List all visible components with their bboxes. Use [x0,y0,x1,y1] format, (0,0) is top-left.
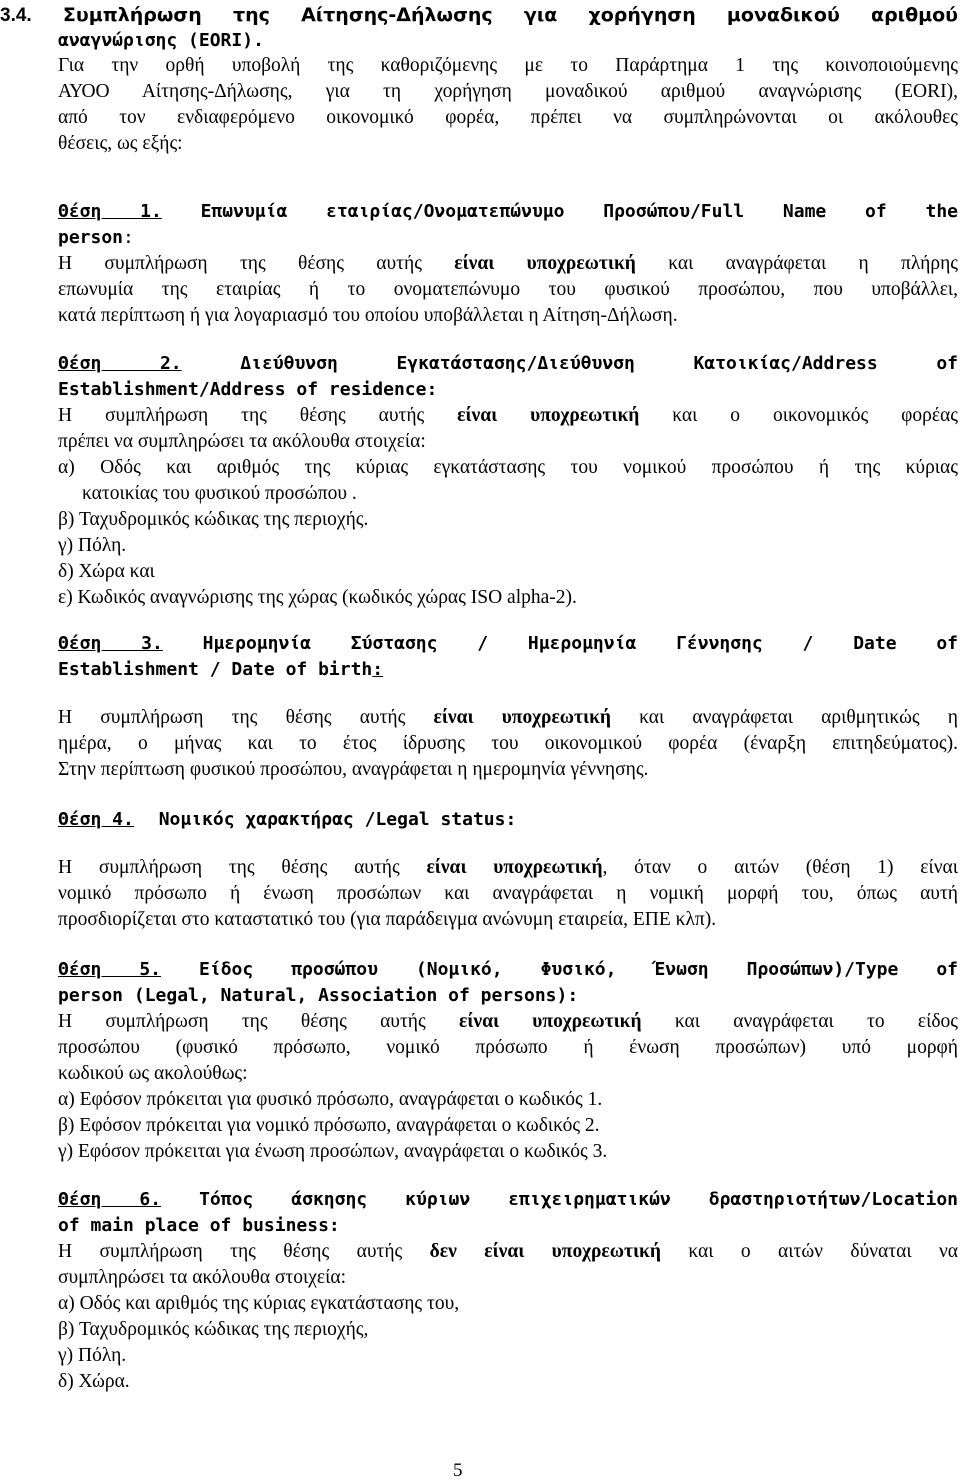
heading-line2: αναγνώρισης (EORI). [58,30,264,51]
heading-line1: Συμπλήρωση της Αίτησης-Δήλωσης για χορήγηση μοναδικού αριθμού [62,4,958,26]
section-4-body: νομικό πρόσωπο ή ένωση προσώπων και αναγράφεται η νομική μορφή του, όπως αυτή [58,883,958,904]
list-item: α) Οδός και αριθμός της κύριας εγκατάστασης του, [58,1293,460,1314]
list-item: ε) Κωδικός αναγνώρισης της χώρας (κωδικός χώρας ISO alpha-2). [58,587,577,608]
body-text: Η συμπλήρωση της θέσης αυτής [58,857,427,878]
section-4-body: προσδιορίζεται στο καταστατικό του (για παράδειγμα ανώνυμη εταιρεία, ΕΠΕ κλπ). [58,909,717,930]
list-item: δ) Χώρα. [58,1371,130,1392]
list-item: α) Οδός και αριθμός της κύριας εγκατάστασης του νομικού προσώπου ή της κύριας [58,457,958,478]
list-item: β) Ταχυδρομικός κώδικας της περιοχής, [58,1319,369,1340]
section-6-title-line2: of main place of business: [58,1215,340,1236]
intro-line: από τον ενδιαφερόμενο οικονομικό φορέα, πρέπει να συμπληρώνονται οι ακόλουθες [58,107,958,128]
section-2-title-line1: Διεύθυνση Εγκατάστασης/Διεύθυνση Κατοικίας/Address of [240,353,959,374]
section-1-colon: : [123,227,134,248]
list-item: γ) Πόλη. [58,535,127,556]
list-item: γ) Εφόσον πρόκειται για ένωση προσώπων, αναγράφεται ο κωδικός 3. [58,1141,608,1162]
section-5-label: Θέση 5. [58,959,162,980]
section-4-body [58,855,958,881]
section-3-title-line2: Establishment / Date of birth [58,659,373,680]
section-6-body [58,1239,958,1265]
body-text: Η συμπλήρωση της θέσης αυτής [58,405,458,426]
section-3-colon: : [372,659,384,680]
section-4-title [58,807,958,833]
body-text: Η συμπλήρωση της θέσης αυτής [58,253,455,274]
section-1-body: κατά περίπτωση ή για λογαριασμό του οποίου υποβάλλεται η Αίτηση-Δήλωση. [58,305,678,326]
page-number: 5 [453,1460,463,1481]
intro-line: θέσεις, ως εξής: [58,133,183,154]
section-4-label: Θέση 4. [58,809,134,830]
section-6-label: Θέση 6. [58,1189,162,1210]
section-1-label: Θέση 1. [58,201,162,222]
section-2-label: Θέση 2. [58,353,182,374]
section-1-title-cont [58,225,958,251]
section-3-title-line1: Ημερομηνία Σύστασης / Ημερομηνία Γέννησης / Date of [202,633,959,654]
body-emphasis: είναι υποχρεωτική [454,253,636,274]
section-2-body [58,403,958,429]
body-text: Η συμπλήρωση της θέσης αυτής [58,707,434,728]
body-text: και αναγράφεται αριθμητικώς η [610,707,958,728]
section-1-title-line2: person [58,227,124,248]
section-3-title-cont [58,657,958,683]
list-item: κατοικίας του φυσικού προσώπου . [82,483,357,504]
section-2-body: πρέπει να συμπληρώσει τα ακόλουθα στοιχεία: [58,431,426,452]
body-emphasis: είναι υποχρεωτική [459,1011,642,1032]
section-heading [0,2,958,29]
body-text: και ο οικονομικός φορέας [639,405,958,426]
body-emphasis: δεν είναι υποχρεωτική [429,1241,661,1262]
body-text: και αναγράφεται η πλήρης [635,253,958,274]
heading-number: 3.4. [0,5,32,26]
list-item: β) Ταχυδρομικός κώδικας της περιοχής. [58,509,369,530]
section-5-title-line1: Είδος προσώπου (Νομικό, Φυσικό, Ένωση Προσώπων)/Type of [199,959,959,980]
intro-line: ΑΥΟΟ Αίτησης-Δήλωσης, για τη χορήγηση μοναδικού αριθμού αναγνώρισης (EORI), [58,81,958,102]
list-item: β) Εφόσον πρόκειται για νομικό πρόσωπο, αναγράφεται ο κωδικός 2. [58,1115,600,1136]
section-6-body: συμπληρώσει τα ακόλουθα στοιχεία: [58,1267,346,1288]
section-5-title [58,957,958,983]
section-1-title-line1: Επωνυμία εταιρίας/Ονοματεπώνυμο Προσώπου/Full Name of the [200,201,958,222]
section-3-body [58,705,958,731]
body-text: Η συμπλήρωση της θέσης αυτής [58,1241,430,1262]
section-3-body: Στην περίπτωση φυσικού προσώπου, αναγράφεται η ημερομηνία γέννησης. [58,759,649,780]
section-2-title [58,351,958,377]
section-4-title-text: Νομικός χαρακτήρας /Legal status: [158,809,517,830]
section-1-body: επωνυμία της εταιρίας ή το ονοματεπώνυμο του φυσικού προσώπου, που υποβάλλει, [58,279,958,300]
section-1-title [58,199,958,225]
body-emphasis: είναι υποχρεωτική [426,857,603,878]
intro-line: Για την ορθή υποβολή της καθοριζόμενης με το Παράρτημα 1 της κοινοποιούμενης [58,55,958,76]
body-text: , όταν ο αιτών (θέση 1) είναι [602,857,958,878]
section-2-title-line2: Establishment/Address of residence: [58,379,438,400]
section-5-body [58,1009,958,1035]
section-5-body: κωδικού ως ακολούθως: [58,1063,248,1084]
section-5-body: προσώπου (φυσικό πρόσωπο, νομικό πρόσωπο ή ένωση προσώπων) υπό μορφή [58,1037,958,1058]
section-1-body [58,251,958,277]
body-text: και ο αιτών δύναται να [660,1241,958,1262]
section-5-title-line2: person (Legal, Natural, Association of persons): [58,985,579,1006]
section-3-body: ημέρα, ο μήνας και το έτος ίδρυσης του οικονομικού φορέα (έναρξη επιτηδεύματος). [58,733,958,754]
body-emphasis: είναι υποχρεωτική [457,405,640,426]
body-emphasis: είναι υποχρεωτική [433,707,611,728]
body-text: και αναγράφεται το είδος [641,1011,959,1032]
list-item: α) Εφόσον πρόκειται για φυσικό πρόσωπο, αναγράφεται ο κωδικός 1. [58,1089,603,1110]
section-6-title [58,1187,958,1213]
section-3-title [58,631,958,657]
list-item: δ) Χώρα και [58,561,155,582]
section-6-title-line1: Τόπος άσκησης κύριων επιχειρηματικών δραστηριοτήτων/Location [199,1189,959,1210]
body-text: Η συμπλήρωση της θέσης αυτής [58,1011,459,1032]
list-item: γ) Πόλη. [58,1345,127,1366]
section-3-label: Θέση 3. [58,633,163,654]
